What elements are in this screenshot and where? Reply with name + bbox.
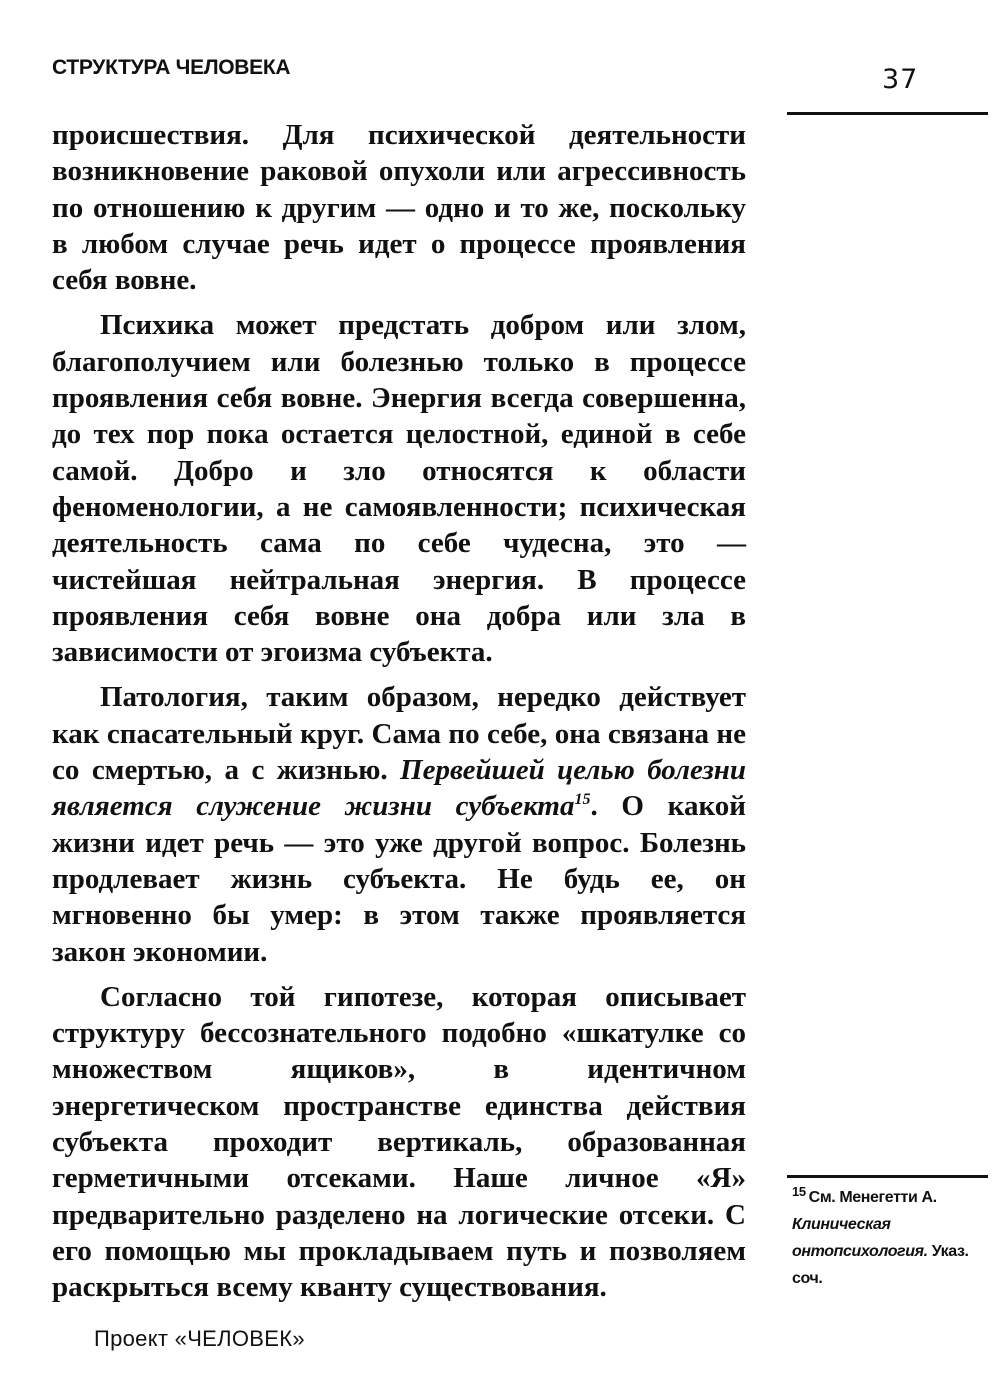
paragraph-3	[52, 679, 746, 969]
paragraph-4: Согласно той гипотезе, которая описывает структуру бессознательного подобно «шкатулке со множеством ящиков», в идентичном энергетическом пространстве единства действия субъекта проходит вертикаль, образованная герметичными отсеками. Наше личное «Я» предварительно разделено на логические отсеки. С его помощью мы прокладываем путь и позволяем раскрыться всему кванту существования.	[52, 980, 746, 1304]
main-text	[52, 117, 746, 1315]
footnote-reference[interactable]: 15	[574, 791, 591, 809]
paragraph-3-rest: . О какой жизни идет речь — это уже другой вопрос. Болезнь продлевает жизнь субъекта. Не будь ее, он мгновенно бы умер: в этом также проявляется закон экономии.	[52, 790, 746, 968]
page-number: 37	[882, 64, 919, 95]
footnote-tail: Указ. соч.	[792, 1243, 969, 1287]
page-footer: Проект «ЧЕЛОВЕК»	[94, 1326, 305, 1351]
footnote-number: 15	[792, 1184, 806, 1199]
paragraph-1: происшествия. Для психической деятельности возникновение раковой опухоли или агрессивность по отношению к другим — одно и то же, поскольку в любом случае речь идет о процессе проявления себя вовне.	[52, 119, 746, 297]
footnote-source: Клиническая онтопсихология.	[792, 1216, 928, 1260]
running-head-title: СТРУКТУРА ЧЕЛОВЕКА	[52, 56, 291, 79]
paragraph-3-lead: Патология, таким образом, нередко действует как спасательный круг. Сама по себе, она связана не со смертью, а с жизнью.	[52, 681, 746, 787]
footnote-rule	[787, 1175, 988, 1178]
paragraph-2: Психика может предстать добром или злом, благополучием или болезнью только в процессе проявления себя вовне. Энергия всегда совершенна, до тех пор пока остается целостной, единой в себе самой. Добро и зло относятся к области феноменологии, а не самоявленности; психическая деятельность сама по себе чудесна, это — чистейшая нейтральная энергия. В процессе проявления себя вовне она добра или зла в зависимости от эгоизма субъекта.	[52, 309, 746, 669]
emphasized-statement: Первейшей целью болезни является служение жизни субъекта	[52, 754, 746, 823]
footnote	[792, 1184, 988, 1292]
footnote-author: См. Менегетти А.	[808, 1189, 937, 1206]
header-rule	[787, 112, 988, 115]
